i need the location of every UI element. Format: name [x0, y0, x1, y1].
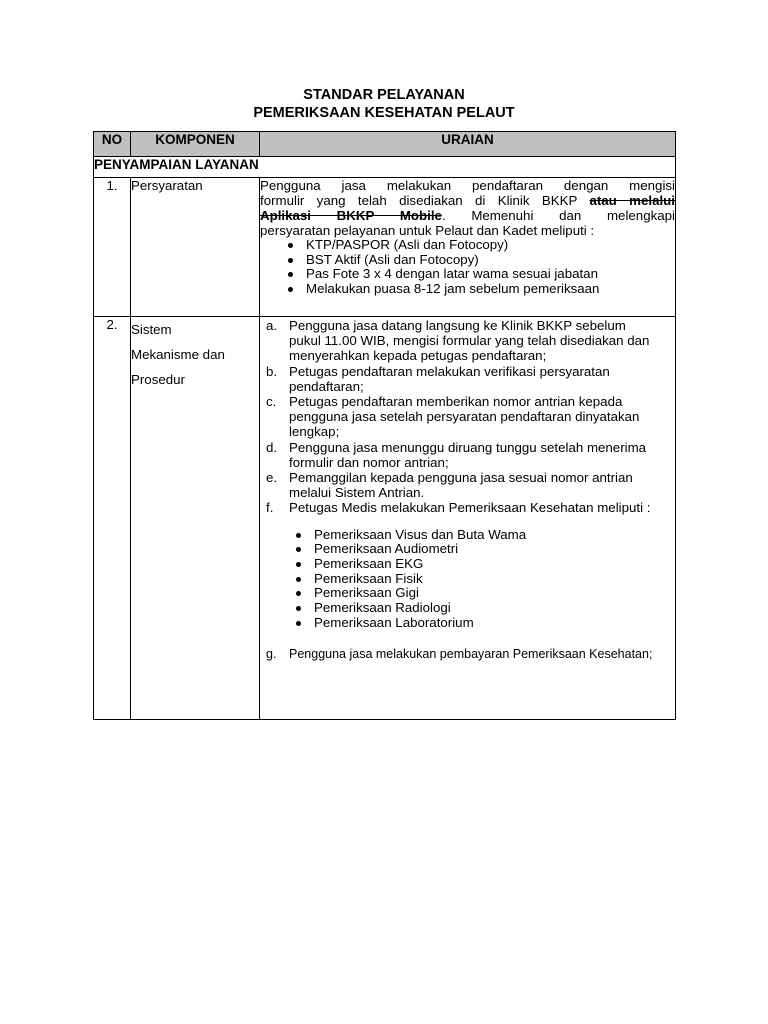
list-text: Pengguna jasa menunggu diruang tunggu setelah menerima formulir dan nomor antrian;: [289, 439, 647, 470]
list-item: [260, 318, 659, 364]
list-item: Pemeriksaan Audiometri: [314, 542, 659, 557]
list-marker: g.: [266, 646, 277, 661]
list-text: Pengguna jasa melakukan pembayaran Pemeriksaan Kesehatan;: [289, 646, 653, 661]
row-component: Persyaratan: [131, 178, 260, 317]
table-row: [94, 178, 676, 317]
description-line: [260, 208, 675, 223]
list-item: Pemeriksaan Laboratorium: [314, 616, 659, 631]
component-line: Mekanisme dan: [131, 347, 225, 362]
list-marker: c.: [266, 394, 277, 410]
description-line: persyaratan pelayanan untuk Pelaut dan Kadet meliputi :: [260, 223, 595, 238]
document-subtitle: PEMERIKSAAN KESEHATAN PELAUT: [253, 105, 515, 121]
row-description: [260, 178, 676, 317]
row-component: [131, 317, 260, 720]
section-title: PENYAMPAIAN LAYANAN: [94, 157, 676, 178]
exam-list: [260, 528, 659, 631]
description-line: Pengguna jasa melakukan pendaftaran dengan mengisi: [260, 178, 675, 193]
list-item: Pemeriksaan Radiologi: [314, 601, 659, 616]
row-description: [260, 317, 676, 720]
list-marker: f.: [266, 500, 274, 516]
requirements-list: [260, 238, 675, 296]
procedure-list-final: [260, 647, 659, 662]
service-standard-table: [93, 131, 676, 720]
struck-text: atau melalui: [589, 193, 675, 208]
table-header-row: [94, 132, 676, 157]
table-row: [94, 317, 676, 720]
list-item: [260, 500, 659, 515]
list-item: [260, 364, 659, 394]
list-item: [260, 440, 659, 470]
list-marker: d.: [266, 439, 278, 455]
procedure-list: [260, 318, 659, 516]
list-text: Petugas pendaftaran memberikan nomor antrian kepada pengguna jasa setelah persyaratan pendaftaran dinyatakan lengkap;: [289, 394, 640, 440]
list-item: [260, 647, 659, 662]
header-uraian: URAIAN: [260, 132, 676, 157]
list-marker: b.: [266, 363, 278, 379]
list-item: KTP/PASPOR (Asli dan Fotocopy): [306, 238, 675, 253]
document-title: STANDAR PELAYANAN: [303, 87, 465, 103]
header-komponen: KOMPONEN: [131, 132, 260, 157]
list-item: Pas Fote 3 x 4 dengan latar wama sesuai jabatan: [306, 267, 675, 282]
list-item: Pemeriksaan EKG: [314, 557, 659, 572]
description-text: . Memenuhi dan melengkapi: [441, 208, 675, 223]
row-number: 1.: [94, 178, 131, 317]
struck-text: Aplikasi BKKP Mobile: [260, 208, 442, 223]
description-text: formulir yang telah disediakan di Klinik BKKP: [260, 193, 590, 208]
list-marker: a.: [266, 318, 278, 333]
section-row: [94, 157, 676, 178]
component-line: Prosedur: [131, 372, 185, 387]
row-number: 2.: [94, 317, 131, 720]
list-text: Pengguna jasa datang langsung ke Klinik BKKP sebelum pukul 11.00 WIB, mengisi formular yang telah disediakan dan menyerahkan kepada petugas pendaftaran;: [289, 318, 650, 364]
list-text: Pemanggilan kepada pengguna jasa sesuai nomor antrian melalui Sistem Antrian.: [289, 470, 633, 501]
list-item: Pemeriksaan Gigi: [314, 586, 659, 601]
list-item: Melakukan puasa 8-12 jam sebelum pemeriksaan: [306, 282, 675, 297]
header-no: NO: [94, 132, 131, 157]
list-item: Pemeriksaan Fisik: [314, 572, 659, 587]
list-item: BST Aktif (Asli dan Fotocopy): [306, 253, 675, 268]
list-item: [260, 394, 659, 440]
description-line: [260, 193, 675, 208]
list-marker: e.: [266, 470, 278, 486]
list-text: Petugas pendaftaran melakukan verifikasi persyaratan pendaftaran;: [289, 363, 610, 394]
list-item: Pemeriksaan Visus dan Buta Wama: [314, 528, 659, 543]
component-line: Sistem: [131, 322, 172, 337]
list-item: [260, 470, 659, 500]
list-text: Petugas Medis melakukan Pemeriksaan Kesehatan meliputi :: [289, 500, 651, 516]
